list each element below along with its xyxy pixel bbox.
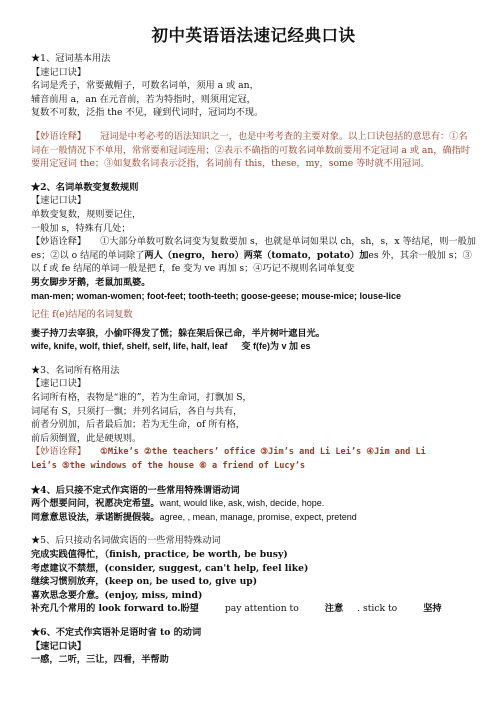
section-4-line-1 [31, 497, 476, 511]
section-1-heading: ★1、冠词基本用法 [31, 53, 111, 64]
section-1-rhyme-line-3: 复数不可数，泛指 the 不见，碰到代词时，冠词均不现。 [31, 107, 264, 119]
section-6-rhyme-tag: 【速记口诀】 [31, 640, 87, 652]
section-5-line-5-a: 补充几个常用的 look forward to.盼望 [31, 603, 199, 615]
section-4-line-1-cn: 两个想要问问，祝愿决定希望。 [31, 498, 160, 510]
section-5-line-5-e: 坚持 [423, 603, 442, 615]
section-2-explain-c: es 外，其余一般加 s；③以 f 或 fe 结尾的单词一般是把 f，fe 变为 ve 再加 s；④巧记不规则名词单复变 [31, 249, 472, 275]
section-5-line-5-b: pay attention to [224, 603, 299, 615]
page-title: 初中英语语法速记经典口诀 [151, 26, 356, 45]
section-2-rhyme-line-1: 单数变复数，规则要记住， [31, 208, 142, 220]
section-2-rhyme-line-2: 一般加 s，特殊有几处； [31, 222, 131, 234]
section-4-line-2 [31, 511, 476, 525]
section-2-word-list: wife, knife, wolf, thief, shelf, self, life, half, leaf [31, 341, 228, 352]
section-3-examples-line-1 [31, 445, 476, 460]
section-4-heading: ★4、后只接不定式作宾语的一些常用特殊谓语动词 [31, 484, 240, 496]
section-1-rhyme-tag: 【速记口诀】 [31, 66, 87, 78]
section-4-line-2-en: agree, , mean, manage, promise, expect, pretend [159, 511, 357, 522]
section-2-rhyme-3: 妻子持刀去宰狼，小偷吓得发了慌；躲在架后保己命，半片树叶遮目光。 [31, 327, 325, 339]
section-3-rhyme-line-1: 名词所有格，表物是“谁的”，若为生命词，打飘加 S， [31, 392, 252, 404]
section-1-explain-text: 冠词是中考必考的语法知识之一，也是中考考查的主要对象。以上口诀包括的意思有：①名词在一般情况下不单用，常常要和冠词连用；②表示不确指的可数名词单数前要用不定冠词 a 或 an，确指时要用定冠词 the；③如复数名词表示泛指，名词前有 this，these，my，some 等时就不用冠词。 [31, 130, 471, 170]
section-2-f-word-list [31, 340, 476, 354]
section-3-rhyme-line-4: 前后须倒置，此是硬规则。 [31, 432, 142, 444]
section-5-line-5-d: . stick to [357, 603, 398, 615]
section-2-plural-pairs: man-men; woman-women; foot-feet; tooth-teeth; goose-geese; mouse-mice; louse-lice [31, 290, 402, 301]
section-1-explain-tag: 【妙语诠释】 [31, 130, 87, 142]
section-4-line-1-en: want, would like, ask, wish, decide, hope. [159, 498, 325, 509]
section-2-rule: 变 f(fe)为 v 加 es [241, 341, 311, 352]
section-1-rhyme-line-1: 名词是秃子，常要戴帽子，可数名词单，须用 a 或 an， [31, 80, 259, 92]
section-1-rhyme-line-2: 辅音前用 a，an 在元音前，若为特指时，则须用定冠， [31, 93, 256, 105]
section-5-line-2: 考虑建议不禁想，(consider, suggest, can't help, feel like) [31, 562, 309, 574]
section-5-line-4: 喜欢思念要介意。(enjoy, miss, mind) [31, 589, 203, 601]
section-5-line-1: 完成实践值得忙，（finish, practice, be worth, be busy) [31, 549, 288, 560]
section-2-rhyme-2: 男女脚步牙鹅，老鼠加虱婆。 [31, 276, 151, 288]
section-2-explanation [31, 235, 476, 276]
section-3-examples-a: ①Mike’s ②the teachers’ office ③Jim’s and Li Lei’s ④Jim and Li [100, 447, 426, 458]
section-5-line-5-c: 注意 [324, 603, 344, 615]
section-3-rhyme-tag: 【速记口诀】 [31, 378, 87, 390]
section-3-examples-line-2: Lei’s ⑤the windows of the house ⑥ a friend of Lucy’s [31, 461, 306, 472]
section-5-line-5 [31, 602, 476, 616]
section-3-rhyme-line-2: 词尾有 S，只须打一飘；并列名词后，各自与共有， [31, 405, 243, 417]
section-2-explain-a: ①大部分单数可数名词变为复数要加 s，也就是单词如果以 ch，sh，s，x 等结尾，则一般加 es；②以 o 结尾的单词除了 [31, 236, 476, 261]
section-6-rhyme: 一感，二听，三让，四看，半帮助 [31, 654, 169, 666]
section-1-explanation [31, 130, 476, 171]
section-4-line-2-cn: 同意意思设法，承诺断提假装。 [31, 511, 160, 523]
section-2-heading: ★2、名词单数变复数规则 [31, 181, 139, 193]
section-6-heading: ★6、不定式作宾语补足语时省 to 的动词 [31, 626, 202, 638]
section-2-explain-b: 两人（negro，hero）两菜（tomato，potato）加 [144, 249, 369, 261]
section-5-heading: ★5、后只接动名词做宾语的一些常用特殊动词 [31, 535, 221, 547]
section-3-rhyme-line-3: 前者分别加，后者最后加；若为无生命，of 所有格， [31, 419, 245, 431]
section-3-explain-tag: 【妙语诠释】 [31, 446, 87, 458]
section-2-explain-tag: 【妙语诠释】 [31, 236, 87, 248]
section-3-heading: ★3、名词所有格用法 [31, 364, 120, 376]
section-5-line-3: 继续习惯别放弃，(keep on, be used to, give up) [31, 576, 258, 588]
section-2-note: 记住 f(e)结尾的名词复数 [31, 309, 133, 321]
section-2-rhyme-tag: 【速记口诀】 [31, 195, 87, 207]
